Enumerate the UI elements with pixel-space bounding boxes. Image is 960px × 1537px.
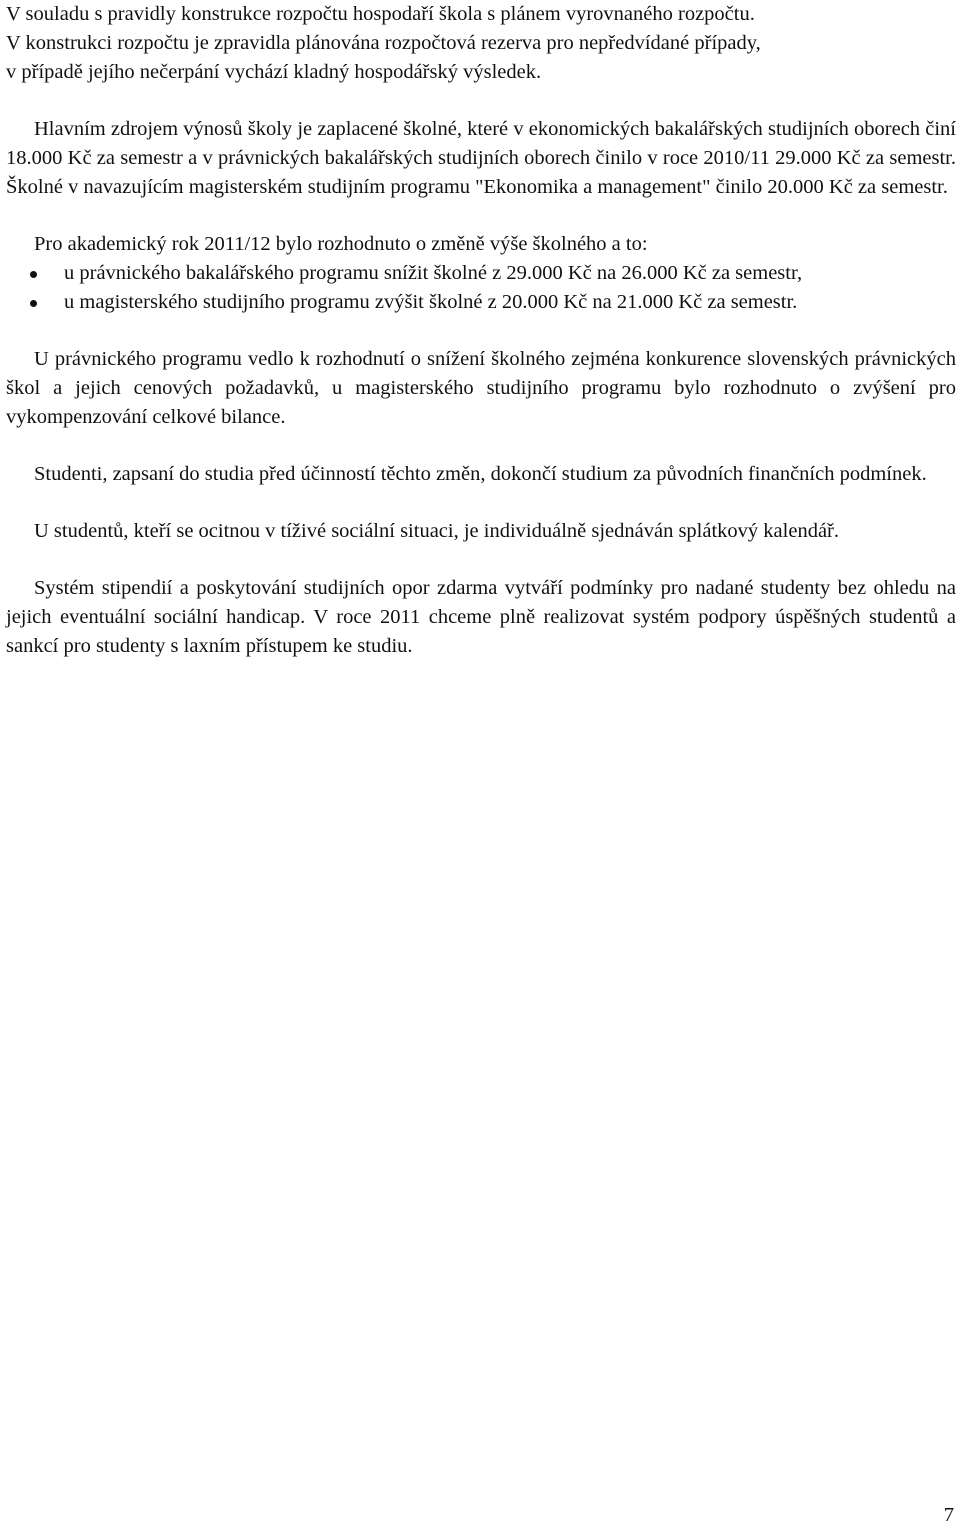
page-number: 7 <box>943 1504 954 1526</box>
paragraph-line: V souladu s pravidly konstrukce rozpočtu hospodaří škola s plánem vyrovnaného rozpočtu. <box>6 3 755 25</box>
bullet-icon <box>30 271 37 278</box>
paragraph-line: V konstrukci rozpočtu je zpravidla plánována rozpočtová rezerva pro nepředvídané případy, <box>6 32 761 54</box>
paragraph-spacer <box>6 546 956 574</box>
paragraph-tuition-sources: Hlavním zdrojem výnosů školy je zaplacené školné, které v ekonomických bakalářských studijních oborech činí 18.000 Kč za semestr a v právnických bakalářských studijních oborech činilo v roce 2010/11 29.000 Kč za semestr. Školné v navazujícím magisterském studijním programu "Ekonomika a management" činilo 20.000 Kč za semestr. <box>6 118 956 198</box>
paragraph-installments: U studentů, kteří se ocitnou v tíživé sociální situaci, je individuálně sjednáván splátkový kalendář. <box>34 520 839 542</box>
bullet-icon <box>30 300 37 307</box>
paragraph-spacer <box>6 87 956 115</box>
list-item-text: u právnického bakalářského programu snížit školné z 29.000 Kč na 26.000 Kč za semestr, <box>64 262 803 284</box>
paragraph-spacer <box>6 317 956 345</box>
paragraph-spacer <box>6 202 956 230</box>
paragraph-budget-intro <box>6 0 956 87</box>
tuition-changes-list <box>6 259 956 317</box>
paragraph-tuition-changes-intro: Pro akademický rok 2011/12 bylo rozhodnuto o změně výše školného a to: <box>34 233 648 255</box>
list-item-text: u magisterského studijního programu zvýšit školné z 20.000 Kč na 21.000 Kč za semestr. <box>64 291 798 313</box>
paragraph-scholarships: Systém stipendií a poskytování studijních opor zdarma vytváří podmínky pro nadané studenty bez ohledu na jejich eventuální sociální handicap. V roce 2011 chceme plně realizovat systém podpory úspěšných studentů a sankcí pro studenty s laxním přístupem ke studiu. <box>6 577 956 657</box>
list-item <box>6 288 956 317</box>
paragraph-reasons: U právnického programu vedlo k rozhodnutí o snížení školného zejména konkurence slovenských právnických škol a jejich cenových požadavků, u magisterského studijního programu bylo rozhodnuto o zvýšení pro vykompenzování celkové bilance. <box>6 348 956 428</box>
paragraph-line: v případě jejího nečerpání vychází kladný hospodářský výsledek. <box>6 61 542 83</box>
document-page <box>6 0 956 661</box>
paragraph-spacer <box>6 489 956 517</box>
paragraph-spacer <box>6 432 956 460</box>
list-item <box>6 259 956 288</box>
paragraph-existing-students: Studenti, zapsaní do studia před účinností těchto změn, dokončí studium za původních finančních podmínek. <box>34 463 927 485</box>
